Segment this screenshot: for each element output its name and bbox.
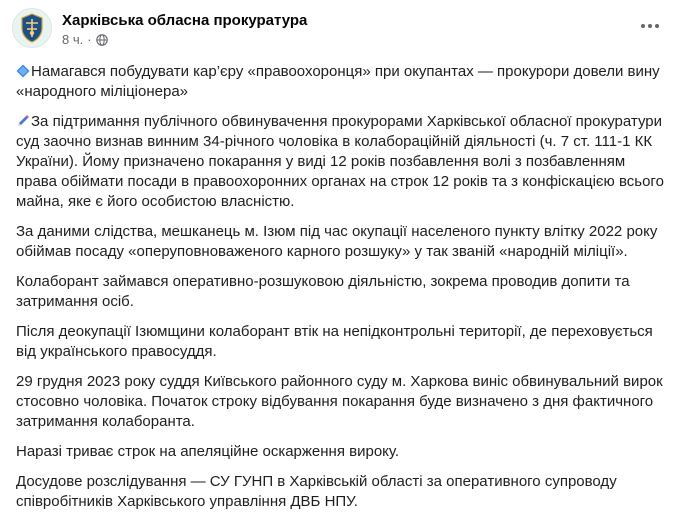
page-avatar[interactable] bbox=[12, 8, 52, 48]
prosecutor-emblem-icon bbox=[13, 9, 51, 47]
post-paragraph: Після деокупації Ізюмщини колаборант втік на непідконтрольні території, де переховується від українського правосуддя. bbox=[16, 323, 653, 360]
post-paragraph-text: За підтримання публічного обвинувачення прокурорами Харківської обласної прокуратури суд заочно визнав винним 34-річного чоловіка в колабораційній діяльності (ч. 7 ст. 111-1 КК України). Йому призначено покарання у виді 12 років позбавлення волі з позбавленням права обіймати посади в правоохоронних органах на строк 12 років та з конфіскацією всього майна, яке є його особистою власністю. bbox=[16, 113, 664, 210]
globe-icon[interactable] bbox=[96, 34, 108, 46]
post-body bbox=[16, 62, 666, 522]
post-paragraph: 29 грудня 2023 року суддя Київського районного суду м. Харкова виніс обвинувальний вирок стосовно чоловіка. Початок строку відбування покарання буде визначено з дня фактичного затримання колаборанта. bbox=[16, 373, 663, 430]
meta-separator: · bbox=[87, 32, 92, 47]
post-headline-paragraph bbox=[16, 62, 666, 102]
post-headline: Намагався побудувати кар’єру «правоохоронця» при окупантах — прокурори довели вину «народного міліціонера» bbox=[16, 63, 660, 100]
post-paragraph: Досудове розслідування — СУ ГУНП в Харківській області за оперативного супроводу співробітників Харківського управління ДВБ НПУ. bbox=[16, 473, 617, 510]
post-paragraph bbox=[16, 112, 666, 212]
post-timestamp[interactable]: 8 ч. bbox=[62, 32, 84, 47]
post-paragraph: За даними слідства, мешканець м. Ізюм під час окупації населеного пункту влітку 2022 року обіймав посаду «оперуповноваженого карного розшуку» у так званій «народній міліції». bbox=[16, 223, 658, 260]
page-name-link[interactable]: Харківська обласна прокуратура bbox=[62, 12, 308, 29]
pen-icon bbox=[16, 114, 30, 128]
more-options-icon[interactable] bbox=[634, 14, 666, 38]
post-header bbox=[12, 8, 666, 54]
post-paragraph: Наразі триває строк на апеляційне оскарження вироку. bbox=[16, 443, 400, 460]
post-paragraph: Колаборант займався оперативно-розшуковою діяльністю, зокрема проводив допити та затримання осіб. bbox=[16, 273, 630, 310]
post-meta bbox=[62, 32, 108, 47]
blue-diamond-icon bbox=[16, 64, 30, 78]
